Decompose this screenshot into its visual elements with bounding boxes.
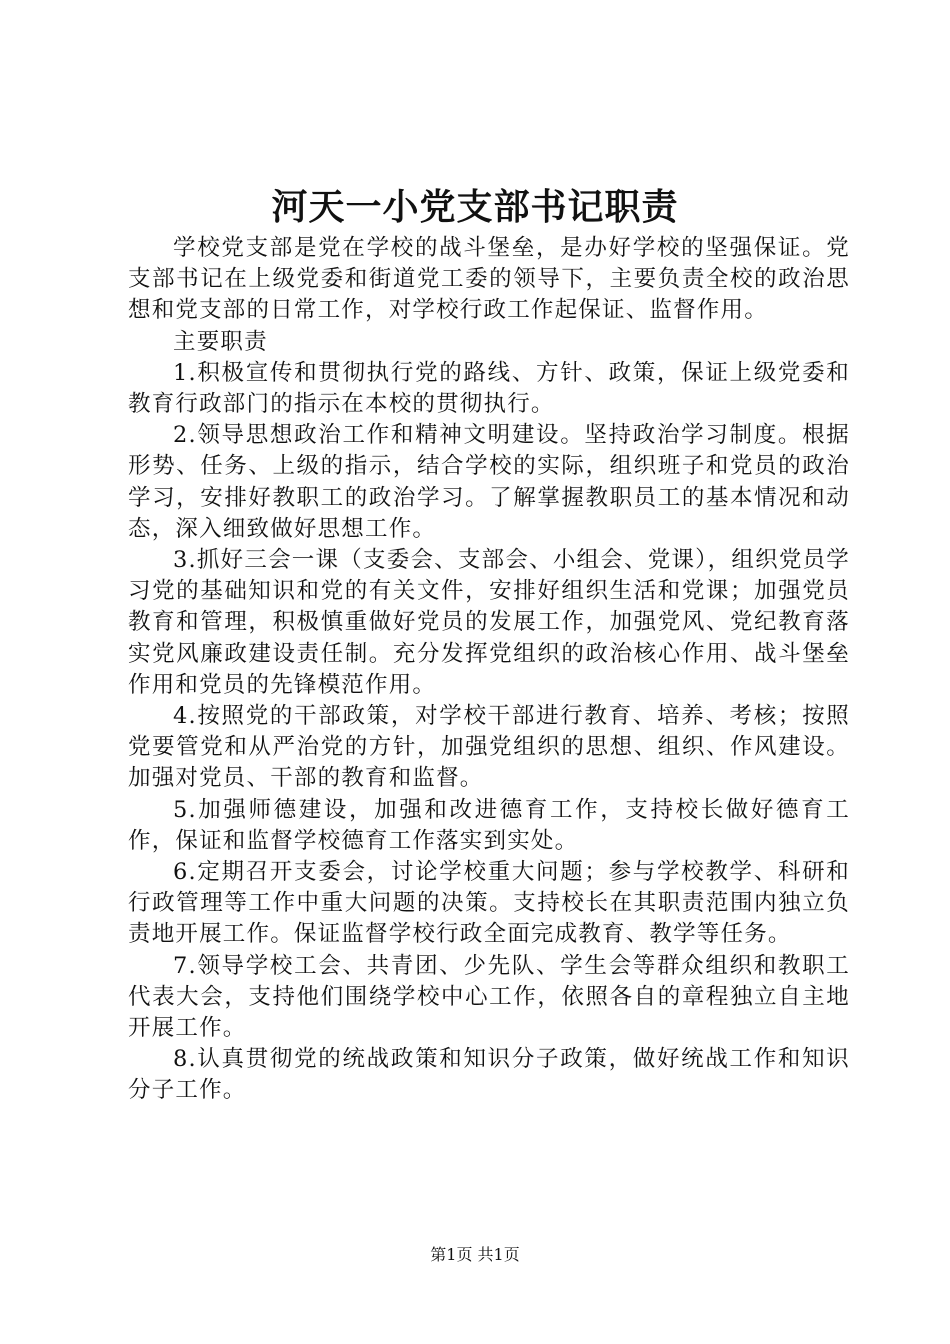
intro-paragraph: 学校党支部是党在学校的战斗堡垒，是办好学校的坚强保证。党支部书记在上级党委和街道党工委的领导下，主要负责全校的政治思想和党支部的日常工作，对学校行政工作起保证、监督作用。 [128,235,850,324]
duty-item-5: 5.加强师德建设，加强和改进德育工作，支持校长做好德育工作，保证和监督学校德育工作落实到实处。 [128,796,850,854]
duty-item-7: 7.领导学校工会、共青团、少先队、学生会等群众组织和教职工代表大会，支持他们围绕学校中心工作，依照各自的章程独立自主地开展工作。 [128,952,850,1042]
document-title: 河天一小党支部书记职责 [271,186,679,228]
duty-item-8: 8.认真贯彻党的统战政策和知识分子政策，做好统战工作和知识分子工作。 [128,1046,850,1104]
duty-item-6: 6.定期召开支委会，讨论学校重大问题；参与学校教学、科研和行政管理等工作中重大问题的决策。支持校长在其职责范围内独立负责地开展工作。保证监督学校行政全面完成教育、教学等任务。 [128,859,850,948]
duty-item-3: 3.抓好三会一课（支委会、支部会、小组会、党课），组织党员学习党的基础知识和党的有关文件，安排好组织生活和党课；加强党员教育和管理，积极慎重做好党员的发展工作，加强党风、党纪教育落实党风廉政建设责任制。充分发挥党组织的政治核心作用、战斗堡垒作用和党员的先锋模范作用。 [128,547,850,698]
duty-item-1: 1.积极宣传和贯彻执行党的路线、方针、政策，保证上级党委和教育行政部门的指示在本校的贯彻执行。 [128,359,850,418]
duty-item-2: 2.领导思想政治工作和精神文明建设。坚持政治学习制度。根据形势、任务、上级的指示，结合学校的实际，组织班子和党员的政治学习，安排好教职工的政治学习。了解掌握教职员工的基本情况和动态，深入细致做好思想工作。 [128,422,850,542]
section-heading: 主要职责 [173,328,268,355]
document-body [128,233,850,1107]
page-number-footer: 第1页 共1页 [430,1245,520,1264]
duty-item-4: 4.按照党的干部政策，对学校干部进行教育、培养、考核；按照党要管党和从严治党的方针，加强党组织的思想、组织、作风建设。加强对党员、干部的教育和监督。 [128,703,850,792]
